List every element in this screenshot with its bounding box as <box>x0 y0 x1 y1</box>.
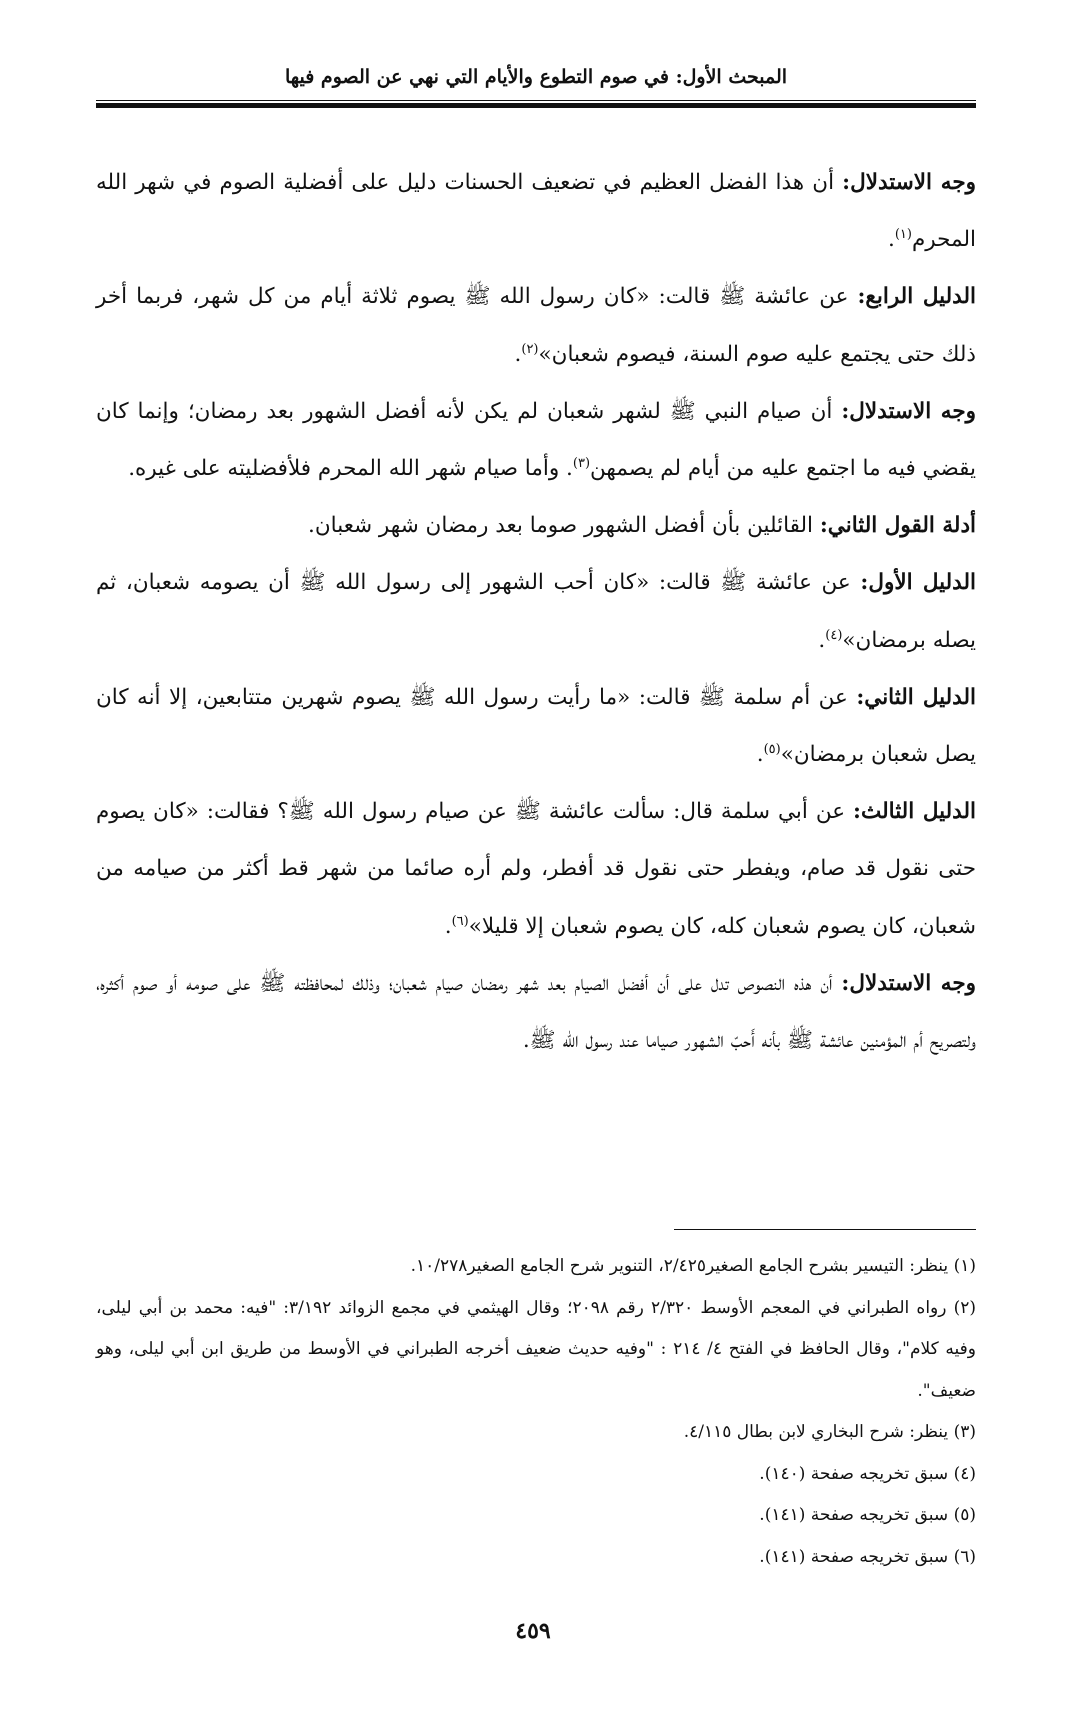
footnote: (١) ينظر: التيسير بشرح الجامع الصغير٢/٤٢٥، التنوير شرح الجامع الصغير١٠/٢٧٨. <box>410 1256 976 1276</box>
footnotes <box>96 1246 976 1578</box>
paragraph-text: أن هذه النصوص تدل على أن أفضل الصيام بعد شهر رمضان صيام شعبان؛ وذلك لمحافظته ﷺ على صومه أو صوم أكثره، ولتصريح أم المؤمنين عائشة ﷺ بأنه أَحبّ الشهور صياما عند رسول الله ﷺ. <box>96 970 976 1054</box>
paragraph-end: . <box>818 627 826 653</box>
paragraph <box>96 497 976 554</box>
paragraph-text: عن عائشة ﷺ قالت: «كان أحب الشهور إلى رسول الله ﷺ أن يصومه شعبان، ثم يصله برمضان» <box>96 570 976 653</box>
paragraph <box>96 669 976 783</box>
footnote-ref: (٤) <box>825 627 843 643</box>
footnote: (٥) سبق تخريجه صفحة (١٤١). <box>759 1505 976 1525</box>
footnote-ref: (٦) <box>451 913 469 929</box>
paragraph-end: . <box>888 227 895 253</box>
paragraph <box>96 154 976 268</box>
page-number: ٤٥٩ <box>515 1618 551 1644</box>
footnote-separator <box>674 1229 976 1230</box>
paragraph-text: عن عائشة ﷺ قالت: «كان رسول الله ﷺ يصوم ثلاثة أيام من كل شهر، فربما أخر ذلك حتى يجتمع عليه صوم السنة، فيصوم شعبان» <box>96 284 976 367</box>
paragraph-lead: الدليل الثالث: <box>853 799 976 825</box>
footnote-ref: (١) <box>894 227 912 243</box>
footnote-ref: (٥) <box>763 741 781 757</box>
paragraph-text: أن صيام النبي ﷺ لشهر شعبان لم يكن لأنه أفضل الشهور بعد رمضان؛ وإنما كان يقضي فيه ما اجتمع عليه من أيام لم يصمهن <box>96 398 976 482</box>
paragraph <box>96 268 976 382</box>
paragraph-text: القائلين بأن أفضل الشهور صوما بعد رمضان شهر شعبان. <box>308 513 820 539</box>
footnote: (٦) سبق تخريجه صفحة (١٤١). <box>759 1546 976 1567</box>
paragraph-lead: الدليل الثاني: <box>856 684 976 710</box>
paragraph <box>96 955 976 1069</box>
footnote: (٣) ينظر: شرح البخاري لابن بطال ٤/١١٥. <box>683 1422 976 1442</box>
paragraph-end: . <box>514 341 522 367</box>
paragraph <box>96 383 976 497</box>
footnote-ref: (٢) <box>521 341 539 357</box>
footnote: (٢) رواه الطبراني في المعجم الأوسط ٢/٣٢٠ رقم ٢٠٩٨؛ وقال الهيثمي في مجمع الزوائد ٣/١٩٢: "فيه: محمد بن أبي ليلى، وفيه كلام"، وقال الحافظ في الفتح ٤/ ٢١٤ : "وفيه حديث ضعيف أخرجه الطبراني في الأوسط من طريق ابن أبي ليلى، وهو ضعيف". <box>96 1297 977 1401</box>
paragraph-lead: أدلة القول الثاني: <box>819 513 976 539</box>
paragraph-lead: الدليل الرابع: <box>857 284 976 310</box>
paragraph <box>96 783 976 955</box>
paragraph-lead: وجه الاستدلال: <box>842 170 976 195</box>
paragraph-end: . <box>756 742 764 768</box>
main-text <box>96 154 976 1069</box>
running-header: المبحث الأول: في صوم التطوع والأيام التي نهي عن الصوم فيها <box>284 66 788 88</box>
paragraph-lead: وجه الاستدلال: <box>841 398 977 424</box>
paragraph-end: . <box>444 913 452 939</box>
paragraph-text: عن أبي سلمة قال: سألت عائشة ﷺ عن صيام رسول الله ﷺ؟ فقالت: «كان يصوم حتى نقول قد صام، ويفطر حتى نقول قد أفطر، ولم أره صائما من شهر قط أكثر من صيامه من شعبان، كان يصوم شعبان كله، كان يصوم شعبان إلا قليلا» <box>96 799 976 939</box>
paragraph-text: أن هذا الفضل العظيم في تضعيف الحسنات دليل على أفضلية الصوم في شهر الله المحرم <box>96 170 976 253</box>
paragraph <box>96 554 976 668</box>
paragraph-lead: الدليل الأول: <box>860 570 976 596</box>
paragraph-end: . وأما صيام شهر الله المحرم فلأفضليته على غيره. <box>128 456 573 482</box>
footnote: (٤) سبق تخريجه صفحة (١٤٠). <box>759 1463 976 1484</box>
footnote-ref: (٣) <box>572 455 591 471</box>
header-rule <box>96 100 976 108</box>
paragraph-lead: وجه الاستدلال: <box>841 970 976 996</box>
paragraph-text: عن أم سلمة ﷺ قالت: «ما رأيت رسول الله ﷺ يصوم شهرين متتابعين، إلا أنه كان يصل شعبان برمضان» <box>96 684 976 768</box>
